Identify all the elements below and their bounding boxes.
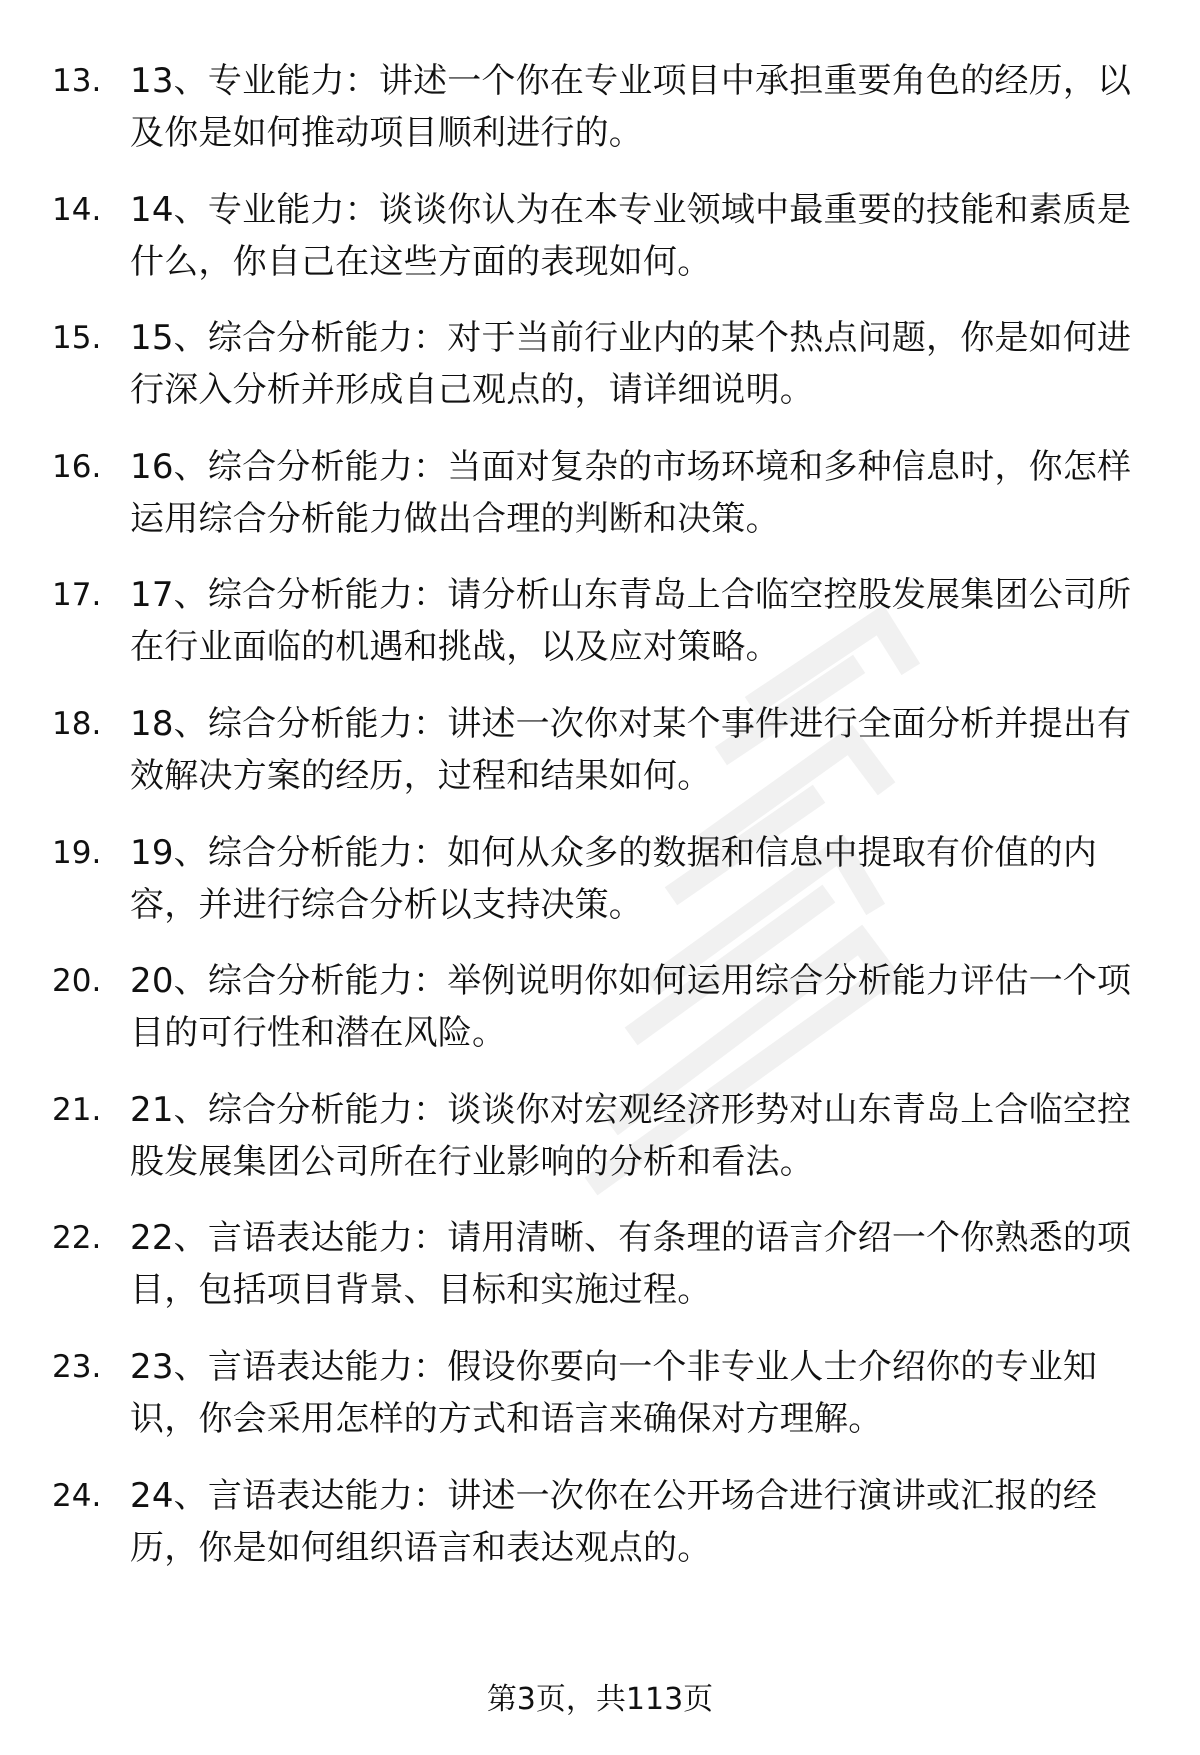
question-text: 15、综合分析能力：对于当前行业内的某个热点问题，你是如何进行深入分析并形成自己观点的，请详细说明。	[130, 318, 1132, 411]
question-number: 20.	[52, 963, 102, 1000]
question-number: 13.	[52, 63, 102, 99]
question-item	[0, 827, 1200, 956]
question-text: 23、言语表达能力：假设你要向一个非专业人士介绍你的专业知识，你会采用怎样的方式和语言来确保对方理解。	[130, 1346, 1098, 1439]
question-item	[0, 569, 1200, 698]
question-text: 18、综合分析能力：讲述一次你对某个事件进行全面分析并提出有效解决方案的经历，过程和结果如何。	[130, 703, 1132, 796]
question-text: 13、专业能力：讲述一个你在专业项目中承担重要角色的经历，以及你是如何推动项目顺利进行的。	[130, 61, 1132, 153]
question-item	[0, 698, 1200, 827]
question-number: 14.	[52, 191, 102, 228]
question-item	[0, 1341, 1200, 1470]
question-number: 19.	[52, 834, 102, 871]
question-item	[0, 1212, 1200, 1341]
question-text: 22、言语表达能力：请用清晰、有条理的语言介绍一个你熟悉的项目，包括项目背景、目标和实施过程。	[130, 1218, 1132, 1311]
question-text: 17、综合分析能力：请分析山东青岛上合临空控股发展集团公司所在行业面临的机遇和挑战，以及应对策略。	[130, 575, 1132, 668]
question-item	[0, 1084, 1200, 1213]
question-list	[0, 55, 1200, 1598]
question-number: 21.	[52, 1091, 102, 1128]
question-item	[0, 312, 1200, 441]
question-item	[0, 955, 1200, 1084]
question-number: 16.	[52, 448, 102, 485]
question-number: 22.	[52, 1220, 102, 1257]
question-number: 24.	[52, 1477, 102, 1514]
question-text: 19、综合分析能力：如何从众多的数据和信息中提取有价值的内容，并进行综合分析以支持决策。	[130, 832, 1098, 925]
question-item	[0, 184, 1200, 313]
question-number: 18.	[52, 705, 102, 742]
question-number: 23.	[52, 1348, 102, 1385]
page-footer: 第3页，共113页	[486, 1682, 714, 1717]
question-item	[0, 441, 1200, 570]
question-number: 17.	[52, 577, 102, 614]
question-text: 14、专业能力：谈谈你认为在本专业领域中最重要的技能和素质是什么，你自己在这些方面的表现如何。	[130, 189, 1132, 282]
question-item	[0, 1470, 1200, 1599]
question-text: 20、综合分析能力：举例说明你如何运用综合分析能力评估一个项目的可行性和潜在风险。	[130, 961, 1132, 1054]
question-item	[0, 55, 1200, 184]
question-text: 21、综合分析能力：谈谈你对宏观经济形势对山东青岛上合临空控股发展集团公司所在行业影响的分析和看法。	[130, 1089, 1132, 1182]
question-text: 16、综合分析能力：当面对复杂的市场环境和多种信息时，你怎样运用综合分析能力做出合理的判断和决策。	[130, 446, 1132, 539]
question-number: 15.	[52, 320, 102, 357]
question-text: 24、言语表达能力：讲述一次你在公开场合进行演讲或汇报的经历，你是如何组织语言和表达观点的。	[130, 1475, 1098, 1568]
